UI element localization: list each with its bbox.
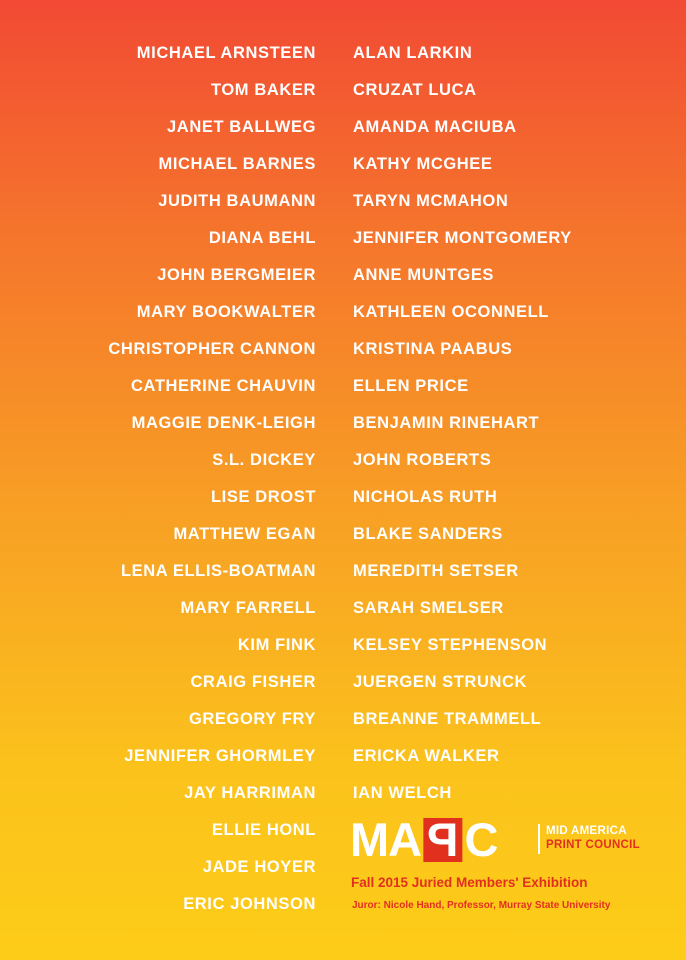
artist-name: ELLIE HONL — [211, 821, 316, 839]
artist-name: MATTHEW EGAN — [173, 525, 316, 543]
artist-name: MICHAEL BARNES — [158, 155, 316, 173]
artist-name: IAN WELCH — [353, 784, 452, 802]
logo-letter-c: C — [464, 813, 498, 866]
mapc-logo — [350, 814, 660, 864]
logo-letter-p: P — [423, 818, 462, 862]
artist-name: MICHAEL ARNSTEEN — [136, 44, 316, 62]
artist-name: JENNIFER GHORMLEY — [124, 747, 316, 765]
logo-letter-a: A — [388, 813, 422, 866]
artist-name: CRUZAT LUCA — [353, 81, 477, 99]
artist-name: DIANA BEHL — [208, 229, 316, 247]
artist-name: TARYN MCMAHON — [353, 192, 509, 210]
artist-name: KRISTINA PAABUS — [353, 340, 513, 358]
artist-name: ERIC JOHNSON — [183, 895, 316, 913]
artist-name: MARY FARRELL — [180, 599, 316, 617]
artist-name: KATHY MCGHEE — [353, 155, 493, 173]
artist-name: TOM BAKER — [210, 81, 316, 99]
artist-name: JENNIFER MONTGOMERY — [353, 229, 572, 247]
artist-name: MAGGIE DENK-LEIGH — [131, 414, 316, 432]
artist-name: SARAH SMELSER — [353, 599, 504, 617]
logo-divider — [538, 824, 540, 854]
juror-line: Juror: Nicole Hand, Professor, Murray State University — [352, 900, 611, 911]
artist-name: ANNE MUNTGES — [353, 266, 495, 284]
artist-name: JANET BALLWEG — [167, 118, 316, 136]
logo-wordmark — [350, 813, 498, 866]
artist-name: BREANNE TRAMMELL — [353, 710, 542, 728]
artist-name: ERICKA WALKER — [353, 747, 500, 765]
logo-line-print-council: PRINT COUNCIL — [546, 839, 640, 851]
artist-name: AMANDA MACIUBA — [353, 118, 517, 136]
artist-name: S.L. DICKEY — [212, 451, 316, 469]
artist-name: MEREDITH SETSER — [353, 562, 519, 580]
artist-name: JADE HOYER — [202, 858, 316, 876]
artist-name: KELSEY STEPHENSON — [353, 636, 548, 654]
logo-line-mid-america: MID AMERICA — [546, 825, 627, 837]
artist-name: GREGORY FRY — [188, 710, 316, 728]
artist-name: BLAKE SANDERS — [353, 525, 503, 543]
artist-name: CATHERINE CHAUVIN — [131, 377, 316, 395]
artist-name: JOHN ROBERTS — [353, 451, 492, 469]
artist-name: KIM FINK — [237, 636, 316, 654]
artist-name: BENJAMIN RINEHART — [353, 414, 540, 432]
logo-letter-m: M — [350, 813, 389, 866]
exhibition-title: Fall 2015 Juried Members' Exhibition — [351, 875, 588, 890]
artist-name: JUDITH BAUMANN — [158, 192, 316, 210]
artist-name: LISE DROST — [210, 488, 316, 506]
artist-name: NICHOLAS RUTH — [353, 488, 498, 506]
logo-org-name — [546, 824, 640, 852]
artist-name: LENA ELLIS-BOATMAN — [120, 562, 316, 580]
artist-name: JUERGEN STRUNCK — [353, 673, 528, 691]
artist-name: CRAIG FISHER — [190, 673, 316, 691]
artist-name: CHRISTOPHER CANNON — [108, 340, 316, 358]
artist-name: MARY BOOKWALTER — [136, 303, 316, 321]
artist-name: JOHN BERGMEIER — [157, 266, 316, 284]
artist-name: JAY HARRIMAN — [184, 784, 316, 802]
artist-name: ALAN LARKIN — [353, 44, 473, 62]
artist-name: ELLEN PRICE — [353, 377, 469, 395]
artist-name: KATHLEEN OCONNELL — [353, 303, 549, 321]
